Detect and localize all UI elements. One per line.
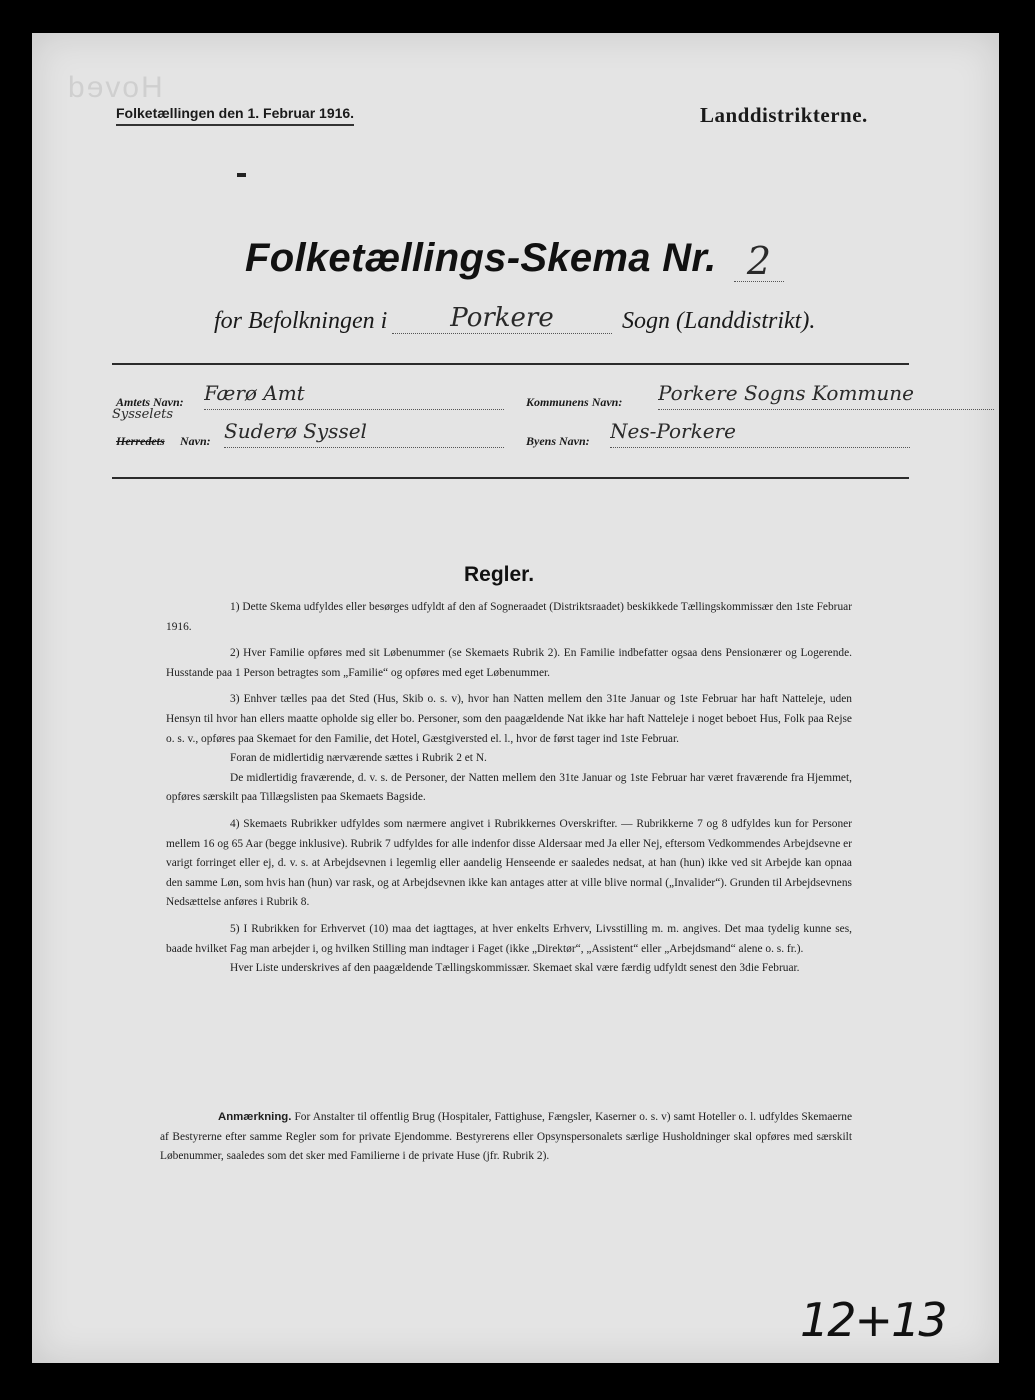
amt-field: Færø Amt bbox=[204, 381, 504, 410]
ink-mark bbox=[237, 173, 246, 177]
rule-paragraph-6: Hver Liste underskrives af den paagældende Tællingskommissær. Skemaet skal være færdig udfyldt senest den 3die Februar. bbox=[230, 962, 800, 975]
kommune-label: Kommunens Navn: bbox=[526, 395, 623, 409]
subtitle-suffix: Sogn (Landdistrikt). bbox=[622, 308, 816, 334]
rule-paragraph-4: 4) Skemaets Rubrikker udfyldes som nærmere angivet i Rubrikkernes Overskrifter. — Rubrikkerne 7 og 8 udfyldes kun for Personer mellem 16 og 65 Aar (begge inklusive). Rubrik 7 udfyldes for alle indenfor disse Aldersaar med Ja eller Nej, eftersom Vedkommendes Arbejdsevne er varigt forringet eller ej, d. v. s. at Arbejdsevnen i legemlig eller aandelig Henseende er saaledes nedsat, at han (hun) ikke ved sit Arbejde kan opnaa den samme Løn, som hvis han (hun) var rask, og at Arbejdsevnen ikke kan antages atter at ville blive normal („Invalider“). Grunden til Arbejdsevnens Nedsættelse anføres i Rubrik 8. bbox=[166, 817, 852, 909]
remark-label: Anmærkning. bbox=[218, 1111, 292, 1123]
rule-paragraph-3b: Foran de midlertidig nærværende sættes i Rubrik 2 et N. bbox=[230, 752, 487, 765]
by-label: Byens Navn: bbox=[526, 434, 590, 448]
census-date-header: Folketællingen den 1. Februar 1916. bbox=[116, 105, 354, 126]
rules-heading: Regler. bbox=[464, 563, 535, 586]
divider-top bbox=[112, 363, 909, 365]
handwritten-page-number: 12+13 bbox=[800, 1293, 946, 1347]
rule-paragraph-5: 5) I Rubrikken for Erhvervet (10) maa det iagttages, at hver enkelts Erhverv, Livsstilling m. m. angives. Det maa tydelig kunne ses, baade hvilket Fag man arbejder i, og hvilken Stilling man indtager i Faget (ikke „Direktør“, „Assistent“ eller „Arbejdsmand“ alene o. s. fr.). bbox=[166, 922, 852, 955]
by-field: Nes-Porkere bbox=[610, 419, 910, 448]
form-number: 2 bbox=[734, 241, 784, 282]
subtitle-prefix: for Befolkningen i bbox=[214, 308, 388, 334]
rule-paragraph-3c: De midlertidig fraværende, d. v. s. de Personer, der Natten mellem den 31te Januar og 1ste Februar har været fraværende fra Hjemmet, opføres særskilt paa Tillægslisten paa Skemaets Bagside. bbox=[166, 771, 852, 804]
remark-section bbox=[160, 1108, 852, 1167]
district-type-header: Landdistrikterne. bbox=[700, 103, 868, 127]
rules-body bbox=[166, 598, 852, 986]
kommune-field: Porkere Sogns Kommune bbox=[658, 381, 994, 410]
rule-paragraph-2: 2) Hver Familie opføres med sit Løbenummer (se Skemaets Rubrik 2). En Familie indbefatter ogsaa dens Pensionærer og Logerende. Husstande paa 1 Person betragtes som „Familie“ og opføres med eget Løbenummer. bbox=[166, 647, 852, 679]
remark-text: For Anstalter til offentlig Brug (Hospitaler, Fattighuse, Fængsler, Kaserner o. s. v) samt Hoteller o. l. udfyldes Skemaerne af Bestyrerne efter samme Regler som for private Ejendomme. Bestyrerens eller Opsynspersonalets særlige Husholdninger skal opføres med særskilt Løbenummer, saaledes som det sker med Familierne i de private Huse (jfr. Rubrik 2). bbox=[160, 1111, 852, 1163]
herred-label: Herredets bbox=[116, 434, 165, 448]
amt-label: Amtets Navn: bbox=[116, 395, 184, 409]
census-form-page bbox=[32, 33, 999, 1363]
parish-field: Porkere bbox=[392, 303, 612, 334]
rule-paragraph-3: 3) Enhver tælles paa det Sted (Hus, Skib o. s. v), hvor han Natten mellem den 31te Januar og 1ste Februar har haft Natteleje, uden Hensyn til hvor han ellers maatte opholde sig eller bo. Personer, som den paagældende Nat ikke har haft Natteleje i noget beboet Hus, Folk paa Rejse o. s. v., opføres paa Skemaet for den Familie, det Hotel, Gæstgiversted el. l., hvor de først tager ind 1ste Februar. bbox=[166, 693, 852, 745]
form-title: Folketællings-Skema Nr. bbox=[245, 236, 717, 280]
rule-paragraph-1: 1) Dette Skema udfyldes eller besørges udfyldt af den af Sogneraadet (Distriktsraadet) beskikkede Tællingskommissær den 1ste Februar 1916. bbox=[166, 601, 852, 633]
herred-field: Suderø Syssel bbox=[224, 419, 504, 448]
bleed-through-text: Hoved bbox=[66, 71, 163, 104]
herred-navn-label: Navn: bbox=[180, 434, 211, 448]
remark-paragraph bbox=[160, 1108, 852, 1167]
sysselet-handwritten-label: Sysselets bbox=[112, 407, 174, 422]
divider-bottom bbox=[112, 477, 909, 479]
